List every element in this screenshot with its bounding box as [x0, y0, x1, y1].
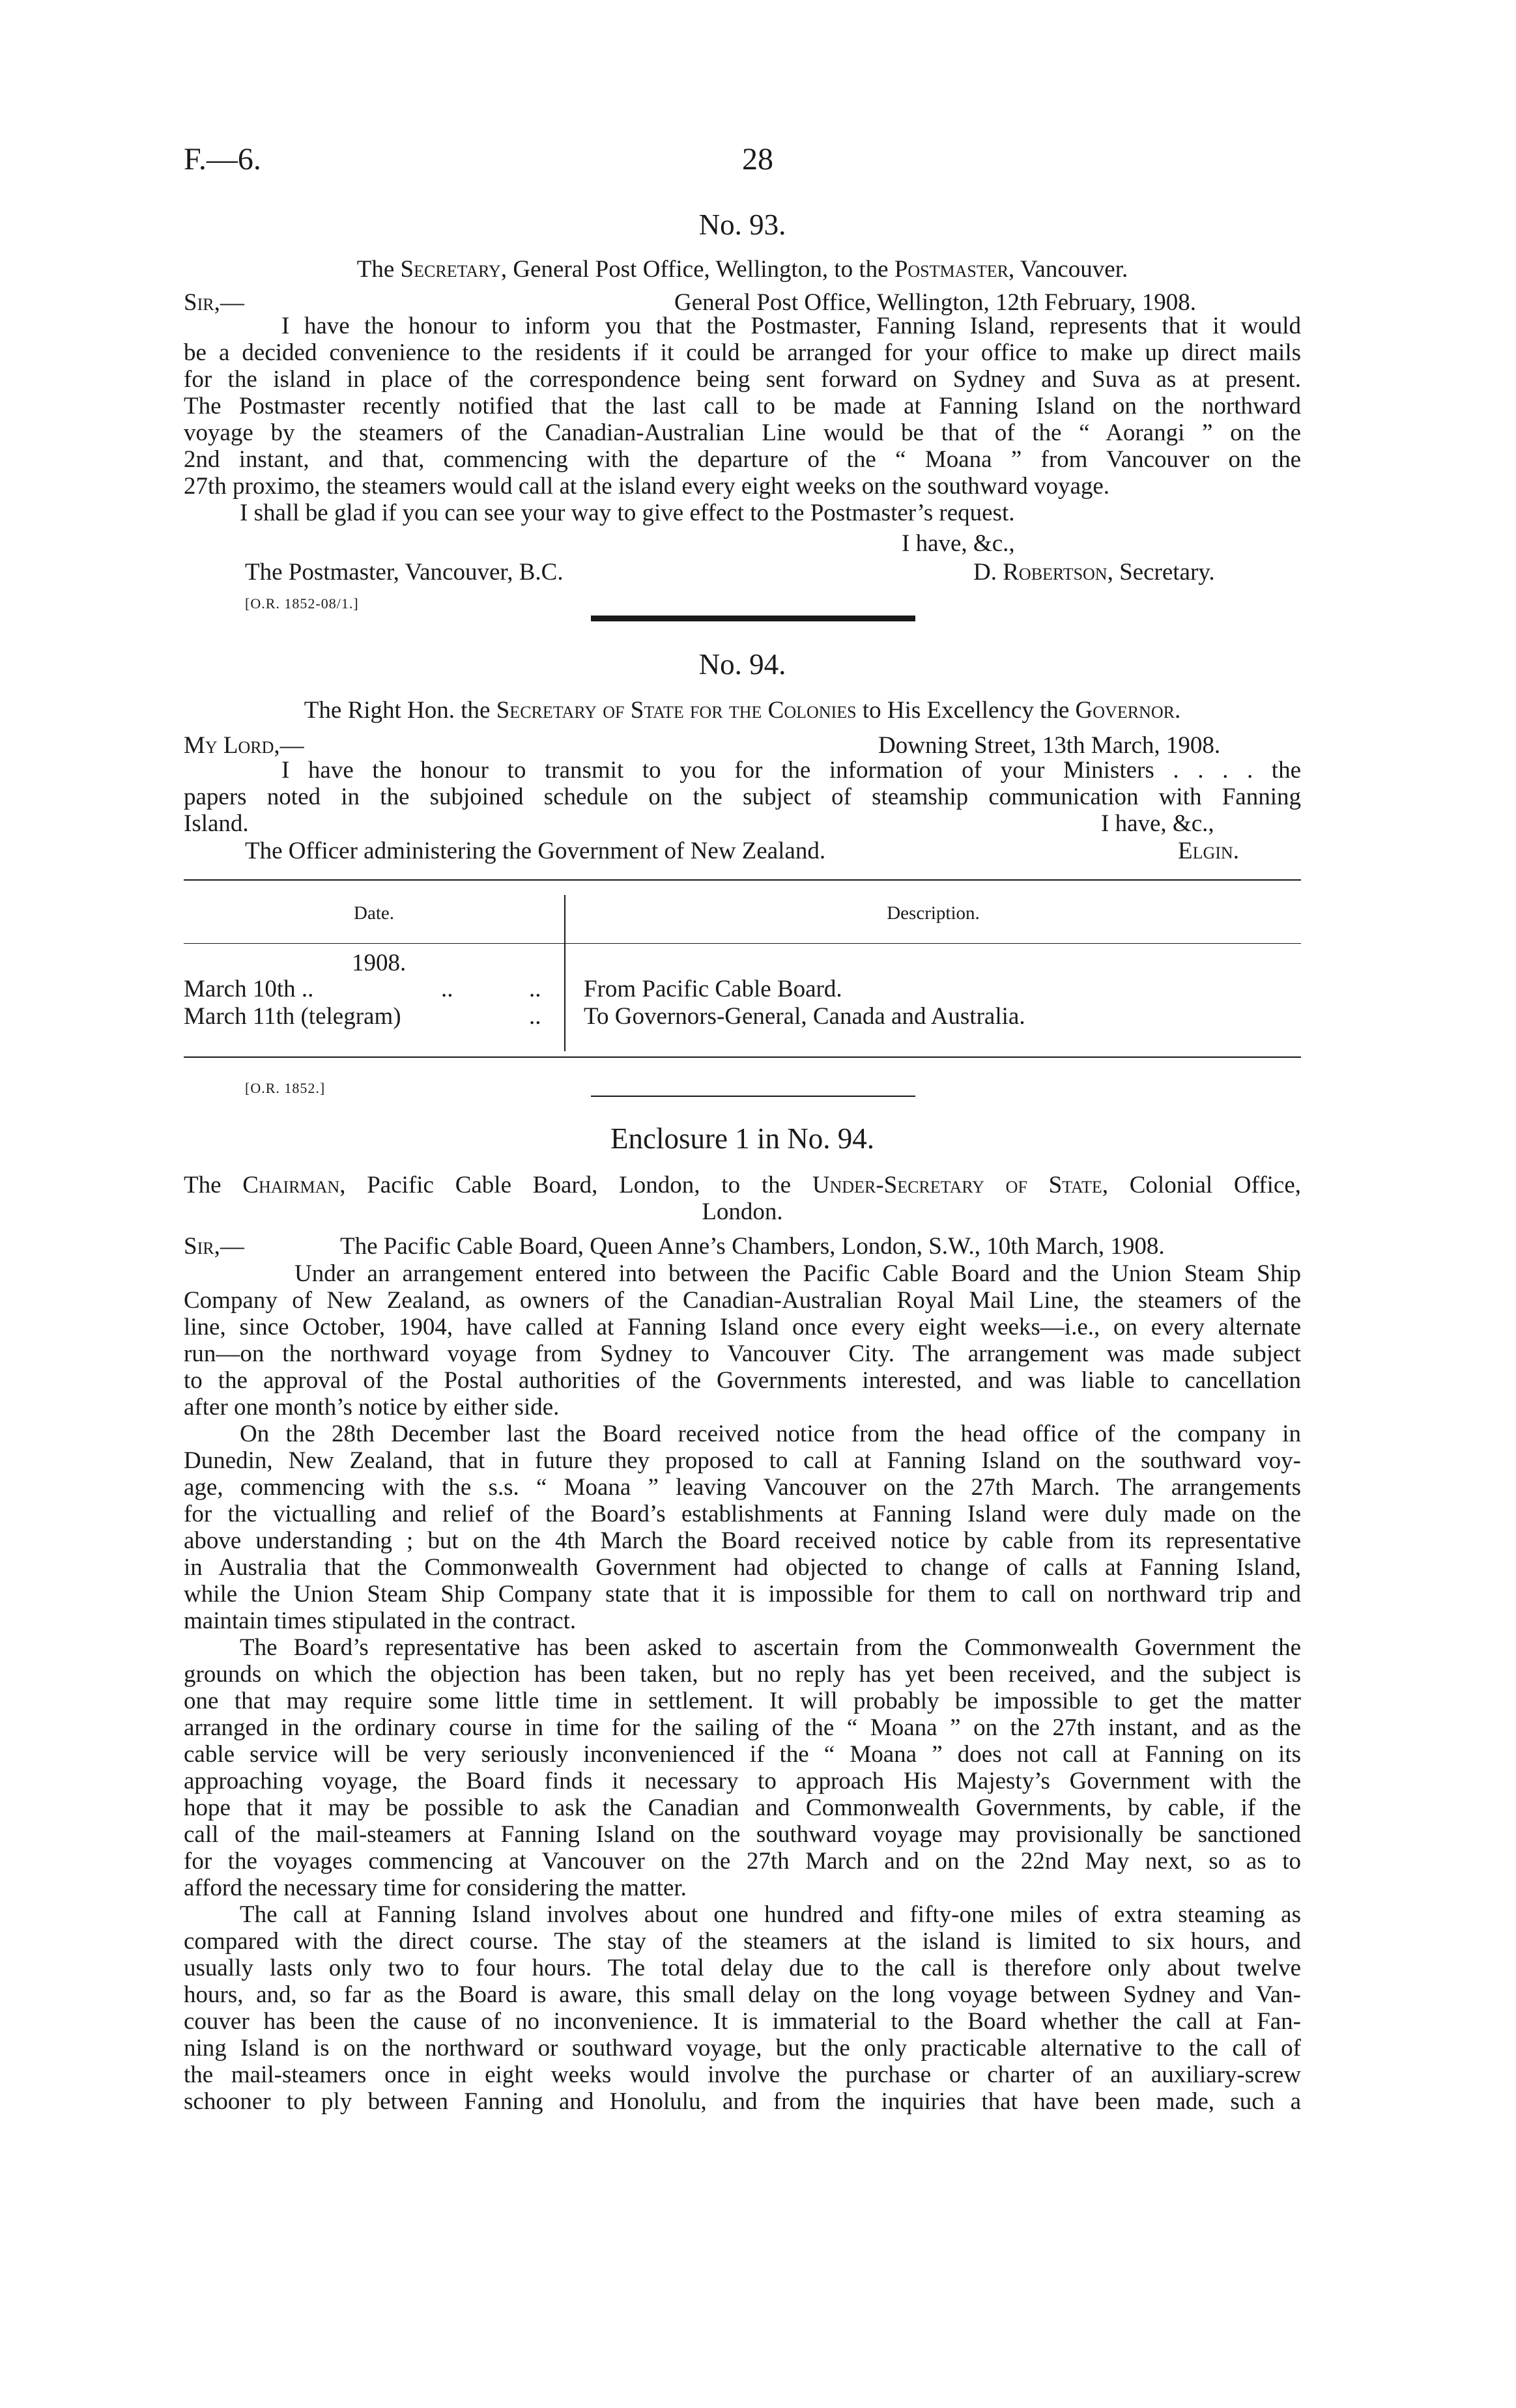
no93-salutation: Sir,—	[184, 289, 244, 316]
table-header-description: Description.	[887, 903, 980, 924]
no94-subtitle: The Right Hon. the Secretary of State for the Colonies to His Excellency the Governor.	[304, 697, 1181, 724]
no93-addressee: The Postmaster, Vancouver, B.C.	[245, 559, 564, 586]
no94-addressee: The Officer administering the Government of New Zealand.	[245, 838, 826, 864]
no94-salutation: My Lord,—	[184, 732, 304, 759]
no94-closing: I have, &c.,	[1101, 810, 1214, 837]
table-bottom-rule	[184, 1056, 1301, 1058]
table-header-date: Date.	[354, 903, 394, 924]
table-top-rule	[184, 879, 1301, 881]
enclosure-salutation: Sir,—	[184, 1233, 244, 1260]
table-row: March 11th (telegram) .. To Governors-General, Canada and Australia.	[184, 1003, 1025, 1030]
table-header-rule	[184, 943, 1301, 944]
section-divider	[591, 616, 915, 621]
no94-dateline: Downing Street, 13th March, 1908.	[878, 732, 1221, 759]
no94-signature: Elgin.	[1178, 838, 1239, 864]
enclosure-body	[184, 1260, 1301, 2115]
enclosure-subtitle: The Chairman, Pacific Cable Board, London, to the Under-Secretary of State, Colonial Office,	[184, 1172, 1301, 1198]
enclosure-subtitle-line2: London.	[702, 1198, 783, 1225]
enclosure-paragraph-2: On the 28th December last the Board received notice from the head office of the company in Dunedin, New Zealand, that in future they proposed to call at Fanning Island on the southward voy- age, commencing with the s.s. “ Moana ” leaving Vancouver on the 27th March. The arrangements for the victualling and relief of the Board’s establishments at Fanning Island were duly made on the above understanding ; but on the 4th March the Board received notice by cable from its representative in Australia that the Commonwealth Government had objected to change of calls at Fanning Island, while the Union Steam Ship Company state that it is impossible for them to call on northward trip and maintain times stipulated in the contract.	[184, 1421, 1301, 1634]
no94-heading: No. 94.	[698, 648, 786, 681]
no94-reference: [O.R. 1852.]	[245, 1080, 326, 1096]
table-row: March 10th .. .. .. From Pacific Cable Board.	[184, 976, 842, 1002]
no93-heading: No. 93.	[698, 208, 786, 241]
enclosure-paragraph-3: The Board’s representative has been asked to ascertain from the Commonwealth Government the grounds on which the objection has been taken, but no reply has yet been received, and the subject is one that may require some little time in settlement. It will probably be impossible to get the matter arranged in the ordinary course in time for the sailing of the “ Moana ” on the 27th instant, and as the cable service will be very seriously inconvenienced if the “ Moana ” does not call at Fanning on its approaching voyage, the Board finds it necessary to approach His Majesty’s Government with the hope that it may be possible to ask the Canadian and Commonwealth Governments, by cable, if the call of the mail-steamers at Fanning Island on the southward voyage may provisionally be sanctioned for the voyages commencing at Vancouver on the 27th March and on the 22nd May next, so as to afford the necessary time for considering the matter.	[184, 1634, 1301, 1901]
page-number: 28	[742, 142, 773, 177]
no93-dateline: General Post Office, Wellington, 12th February, 1908.	[674, 289, 1196, 316]
no93-body: I have the honour to inform you that the Postmaster, Fanning Island, represents that it would be a decided convenience to the residents if it could be arranged for your office to make up direct mails for the island in place of the correspondence being sent forward on Sydney and Suva as at present. The Postmaster recently notified that the last call to be made at Fanning Island on the northward voyage by the steamers of the Canadian-Australian Line would be that of the “ Aorangi ” on the 2nd instant, and that, commencing with the departure of the “ Moana ” from Vancouver on the 27th proximo, the steamers would call at the island every eight weeks on the southward voyage. I shall be glad if you can see your way to give effect to the Postmaster’s request.	[184, 313, 1301, 526]
page-code: F.—6.	[184, 142, 261, 177]
no93-subtitle: The Secretary, General Post Office, Wellington, to the Postmaster, Vancouver.	[356, 256, 1128, 283]
section-divider-thin	[591, 1096, 915, 1097]
enclosure-heading: Enclosure 1 in No. 94.	[610, 1122, 874, 1155]
no94-body: I have the honour to transmit to you for the information of your Ministers . . . . the papers noted in the subjoined schedule on the subject of steamship communication with Fanning Island.	[184, 757, 1301, 837]
enclosure-paragraph-1: Under an arrangement entered into between the Pacific Cable Board and the Union Steam Ship Company of New Zealand, as owners of the Canadian-Australian Royal Mail Line, the steamers of the line, since October, 1904, have called at Fanning Island once every eight weeks—i.e., on every alternate run—on the northward voyage from Sydney to Vancouver City. The arrangement was made subject to the approval of the Postal authorities of the Governments interested, and was liable to cancellation after one month’s notice by either side.	[184, 1260, 1301, 1421]
table-year: 1908.	[352, 950, 407, 976]
enclosure-dateline: The Pacific Cable Board, Queen Anne’s Chambers, London, S.W., 10th March, 1908.	[340, 1233, 1165, 1260]
no93-closing: I have, &c.,	[902, 530, 1015, 557]
no93-signature: D. Robertson, Secretary.	[973, 559, 1215, 586]
no93-reference: [O.R. 1852-08/1.]	[245, 595, 359, 612]
enclosure-paragraph-4: The call at Fanning Island involves about one hundred and fifty-one miles of extra steaming as compared with the direct course. The stay of the steamers at the island is limited to six hours, and usually lasts only two to four hours. The total delay due to the call is therefore only about twelve hours, and, so far as the Board is aware, this small delay on the long voyage between Sydney and Van- couver has been the cause of no inconvenience. It is immaterial to the Board whether the call at Fan- ning Island is on the northward or southward voyage, but the only practicable alternative to the call of the mail-steamers once in eight weeks would involve the purchase or charter of an auxiliary-screw schooner to ply between Fanning and Honolulu, and from the inquiries that have been made, such a	[184, 1901, 1301, 2115]
